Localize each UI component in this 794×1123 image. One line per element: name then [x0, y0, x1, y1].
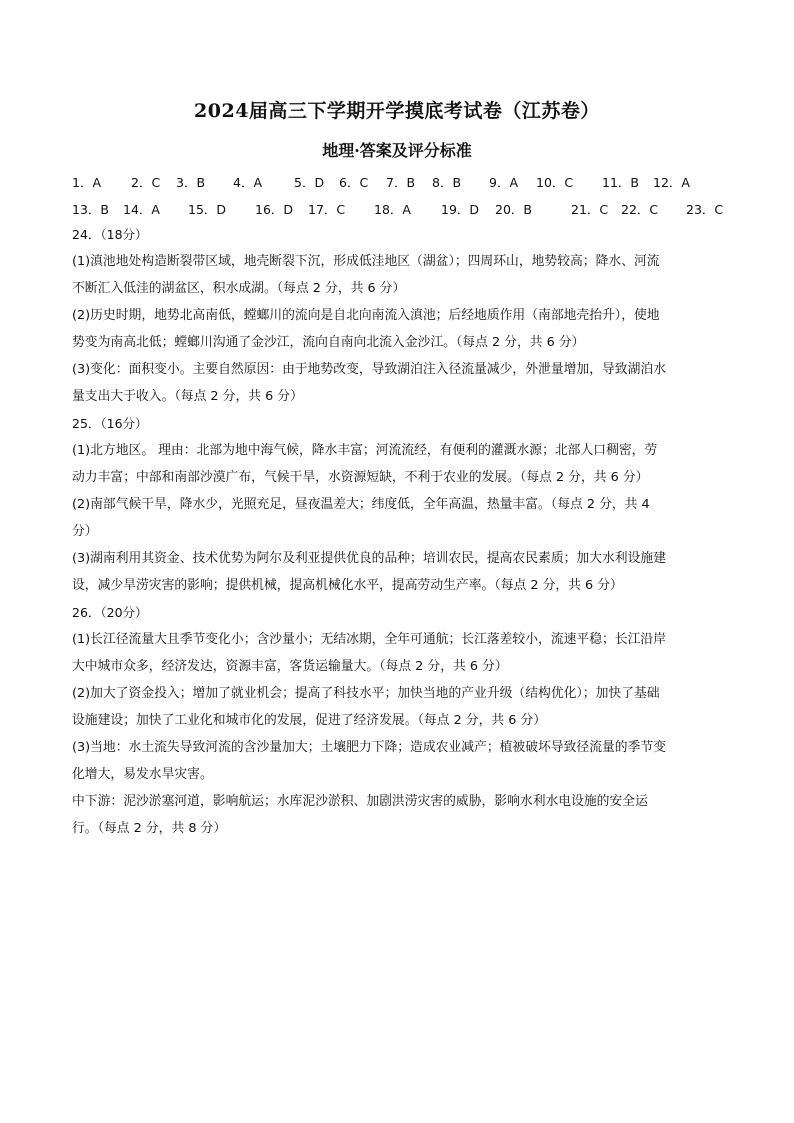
answer-line: 量支出大于收入。（每点 2 分，共 6 分） — [72, 389, 303, 404]
mc-answer: 14．A — [123, 202, 160, 217]
mc-answer: 11．B — [602, 175, 639, 190]
answer-line: 化增大，易发水旱灾害。 — [72, 767, 213, 782]
answer-line: 行。（每点 2 分，共 8 分） — [72, 821, 227, 836]
mc-answer: 1．A — [72, 175, 102, 190]
answer-line: 动力丰富；中部和南部沙漠广布，气候干旱，水资源短缺，不利于农业的发展。（每点 2 分，共 6 分） — [72, 470, 649, 485]
question-24-heading: 24．（18分） — [72, 227, 148, 242]
answer-line: (1)长江径流量大且季节变化小；含沙量小；无结冰期，全年可通航；长江落差较小，流速平稳；长江沿岸 — [72, 632, 666, 647]
mc-answer: 22．C — [621, 202, 659, 217]
mc-answer: 23．C — [686, 202, 724, 217]
mc-answer: 17．C — [308, 202, 346, 217]
mc-answer: 4．A — [233, 175, 263, 190]
mc-answer: 8．B — [432, 175, 462, 190]
mc-answer: 9．A — [489, 175, 519, 190]
mc-answer: 10．C — [536, 175, 574, 190]
page-title: 2024届高三下学期开学摸底考试卷（江苏卷） — [194, 100, 600, 122]
answer-line: (3)当地：水土流失导致河流的含沙量加大；土壤肥力下降；造成农业减产；植被破坏导致径流量的季节变 — [72, 740, 666, 755]
mc-answer: 19．D — [441, 202, 480, 217]
answer-line: (1)滇池地处构造断裂带区域，地壳断裂下沉，形成低洼地区（湖盆）；四周环山，地势较高；降水、河流 — [72, 254, 660, 269]
mc-answer: 3．B — [176, 175, 206, 190]
mc-answers-row-2 — [72, 200, 732, 220]
page-subtitle: 地理·答案及评分标准 — [322, 141, 472, 160]
mc-answer: 13．B — [72, 202, 109, 217]
answer-line: 中下游：泥沙淤塞河道，影响航运；水库泥沙淤积、加剧洪涝灾害的威胁，影响水利水电设施的安全运 — [72, 794, 648, 809]
question-25-heading: 25．（16分） — [72, 416, 148, 431]
mc-answers-row-1 — [72, 173, 732, 193]
answer-line: 不断汇入低洼的湖盆区，积水成湖。（每点 2 分，共 6 分） — [72, 281, 406, 296]
answer-line: 设施建设；加快了工业化和城市化的发展，促进了经济发展。（每点 2 分，共 6 分） — [72, 713, 547, 728]
answer-line: 设，减少旱涝灾害的影响；提供机械，提高机械化水平，提高劳动生产率。（每点 2 分，共 6 分） — [72, 578, 623, 593]
question-26-heading: 26．（20分） — [72, 605, 148, 620]
answer-line: (2)南部气候干旱，降水少，光照充足，昼夜温差大；纬度低，全年高温，热量丰富。（每点 2 分，共 4 — [72, 497, 650, 512]
mc-answer: 18．A — [374, 202, 411, 217]
answer-line: (3)湖南利用其资金、技术优势为阿尔及利亚提供优良的品种；培训农民，提高农民素质；加大水利设施建 — [72, 551, 666, 566]
mc-answer: 20．B — [495, 202, 532, 217]
answer-line: 势变为南高北低；螳螂川沟通了金沙江，流向自南向北流入金沙江。（每点 2 分，共 6 分） — [72, 335, 585, 350]
answer-line: (1)北方地区。 理由：北部为地中海气候，降水丰富；河流流经，有便利的灌溉水源；北部人口稠密，劳 — [72, 443, 658, 458]
answer-line: (2)历史时期，地势北高南低，螳螂川的流向是自北向南流入滇池；后经地质作用（南部地壳抬升），使地 — [72, 308, 660, 323]
mc-answer: 2．C — [131, 175, 161, 190]
mc-answer: 12．A — [653, 175, 690, 190]
answer-line: (3)变化：面积变小。主要自然原因：由于地势改变，导致湖泊注入径流量减少，外泄量增加，导致湖泊水 — [72, 362, 666, 377]
mc-answer: 5．D — [294, 175, 325, 190]
mc-answer: 15．D — [188, 202, 227, 217]
mc-answer: 16．D — [255, 202, 294, 217]
mc-answer: 7．B — [386, 175, 416, 190]
answer-line: (2)加大了资金投入；增加了就业机会；提高了科技水平；加快当地的产业升级（结构优化）；加快了基础 — [72, 686, 660, 701]
answer-line: 大中城市众多，经济发达，资源丰富，客货运输量大。（每点 2 分，共 6 分） — [72, 659, 508, 674]
answer-line: 分） — [72, 524, 98, 539]
mc-answer: 6．C — [339, 175, 369, 190]
mc-answer: 21．C — [571, 202, 609, 217]
